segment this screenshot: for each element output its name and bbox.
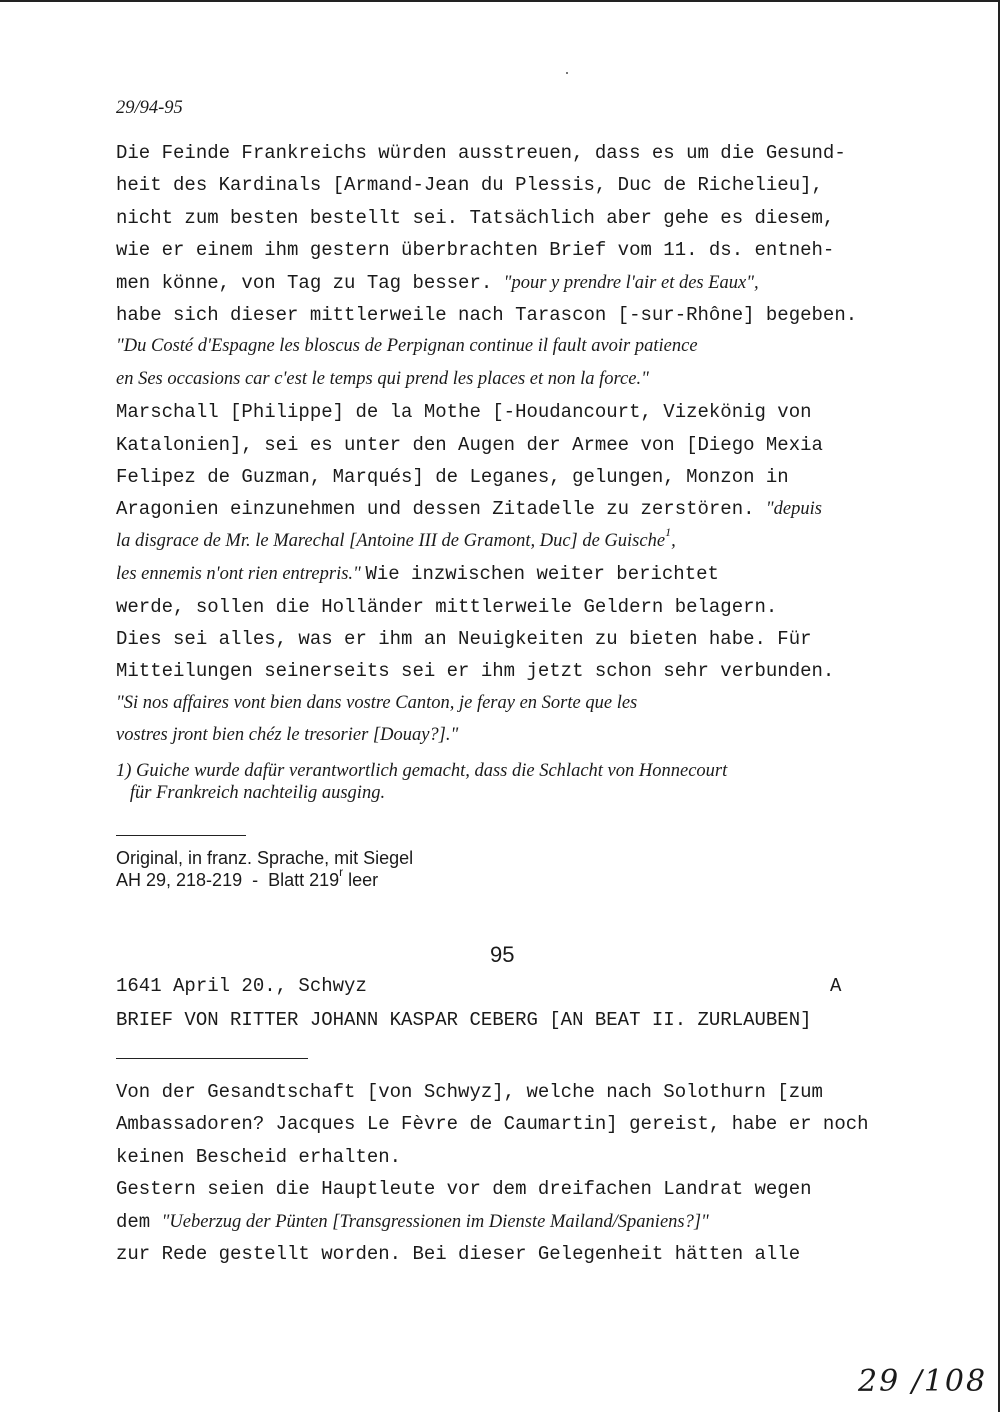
letter-94-line [116, 693, 637, 714]
letter-95-line [116, 1243, 800, 1265]
letter-95-line [116, 1081, 823, 1103]
letter-94-line [116, 660, 834, 682]
letter-94-line [116, 563, 719, 585]
text-segment: "pour y prendre l'air et des Eaux", [503, 272, 759, 293]
letter-94-line [116, 304, 857, 326]
top-border [0, 0, 1000, 2]
letter-94-line [116, 401, 812, 423]
text-segment: , [671, 530, 676, 551]
text-segment: Felipez de Guzman, Marqués] de Leganes, gelungen, Monzon in [116, 466, 789, 488]
letter-94-line [116, 628, 812, 650]
header-date-place: 1641 April 20., Schwyz [116, 975, 367, 997]
text-segment: Marschall [Philippe] de la Mothe [-Houdancourt, Vizekönig von [116, 401, 812, 424]
handwritten-folio-number: 29 /108 [858, 1364, 988, 1399]
text-segment: "Du Costé d'Espagne les bloscus de Perpignan continue il fault avoir patience [116, 336, 698, 357]
header-marker: A [830, 975, 842, 997]
text-segment: nicht zum besten bestellt sei. Tatsächlich aber gehe es diesem, [116, 206, 835, 229]
letter-94-line [116, 434, 823, 456]
text-segment: "Ueberzug der Pünten [Transgressionen im Dienste Mailand/Spaniens?]" [161, 1211, 709, 1232]
header-title: BRIEF VON RITTER JOHANN KASPAR CEBERG [AN BEAT II. ZURLAUBEN] [116, 1009, 812, 1031]
text-segment: Dies sei alles, was er ihm an Neuigkeiten zu bieten habe. Für [116, 628, 812, 650]
text-segment: zur Rede gestellt worden. Bei dieser Gelegenheit hätten alle [116, 1243, 801, 1265]
text-segment: Aragonien einzunehmen und dessen Zitadelle zu zerstören. [116, 498, 766, 521]
text-segment: dem [116, 1210, 162, 1233]
text-segment: la disgrace de Mr. le Marechal [Antoine III de Gramont, Duc] de Guische [116, 530, 666, 551]
letter-94-line [116, 524, 676, 552]
text-segment: keinen Bescheid erhalten. [116, 1145, 402, 1168]
source-folio-sup: r [339, 865, 344, 879]
letter-94-line [116, 142, 846, 164]
letter-94-line [116, 498, 822, 520]
letter-94-line [116, 596, 777, 618]
text-segment: Gestern seien die Hauptleute vor dem dreifachen Landrat wegen [116, 1178, 812, 1201]
letter-95-line [116, 1113, 869, 1135]
text-segment: Die Feinde Frankreichs würden ausstreuen, dass es um die Gesund- [116, 142, 846, 164]
text-segment: en Ses occasions car c'est le temps qui prend les places et non la force." [116, 368, 649, 389]
text-segment: wie er einem ihm gestern überbrachten Brief vom 11. ds. entneh- [116, 239, 835, 262]
text-segment: Mitteilungen seinerseits sei er ihm jetzt schon sehr verbunden. [116, 660, 835, 683]
text-segment: Wie inzwischen weiter berichtet [365, 563, 719, 586]
header-separator-rule [116, 1058, 308, 1059]
text-segment: 1 [665, 524, 672, 539]
text-segment: men könne, von Tag zu Tag besser. [116, 271, 504, 294]
letter-94-line [116, 174, 823, 196]
page-reference: 29/94-95 [116, 98, 183, 118]
text-segment: "Si nos affaires vont bien dans vostre Canton, je feray en Sorte que les [116, 692, 638, 713]
letter-95-line [116, 1178, 812, 1200]
letter-94-line [116, 725, 458, 746]
text-segment: Von der Gesandtschaft [von Schwyz], welche nach Solothurn [zum [116, 1081, 823, 1103]
source-archive-ref: AH 29, 218-219 - Blatt 219 [116, 870, 340, 890]
source-note-line1: Original, in franz. Sprache, mit Siegel [116, 848, 414, 868]
document-number: 95 [490, 942, 515, 967]
letter-94-line [116, 272, 759, 294]
letter-94-line [116, 207, 834, 229]
footnote-line: 1) Guiche wurde dafür verantwortlich gemacht, dass die Schlacht von Honnecourt [116, 761, 728, 781]
text-segment: Katalonien], sei es unter den Augen der Armee von [Diego Mexia [116, 433, 823, 456]
text-segment: heit des Kardinals [Armand-Jean du Plessis, Duc de Richelieu], [116, 174, 823, 197]
text-segment: Ambassadoren? Jacques Le Fèvre de Caumartin] gereist, habe er noch [116, 1113, 869, 1136]
letter-95-line [116, 1146, 401, 1168]
scan-speck [566, 72, 568, 74]
letter-95-line [116, 1211, 709, 1233]
source-separator-rule [116, 835, 246, 836]
text-segment: vostres jront bien chéz le tresorier [Douay?]." [116, 725, 459, 746]
letter-94-line [116, 239, 834, 261]
text-segment: werde, sollen die Holländer mittlerweile Geldern belagern. [116, 595, 778, 618]
letter-94-line [116, 336, 698, 357]
source-note-line2 [116, 865, 379, 891]
letter-94-line [116, 369, 649, 390]
letter-94-line [116, 466, 789, 488]
footnote-line: für Frankreich nachteilig ausging. [116, 783, 386, 803]
source-folio-note: leer [343, 870, 379, 890]
text-segment: "depuis [765, 499, 822, 520]
text-segment: habe sich dieser mittlerweile nach Tarascon [-sur-Rhône] begeben. [116, 304, 858, 326]
text-segment: les ennemis n'ont rien entrepris." [116, 564, 366, 585]
